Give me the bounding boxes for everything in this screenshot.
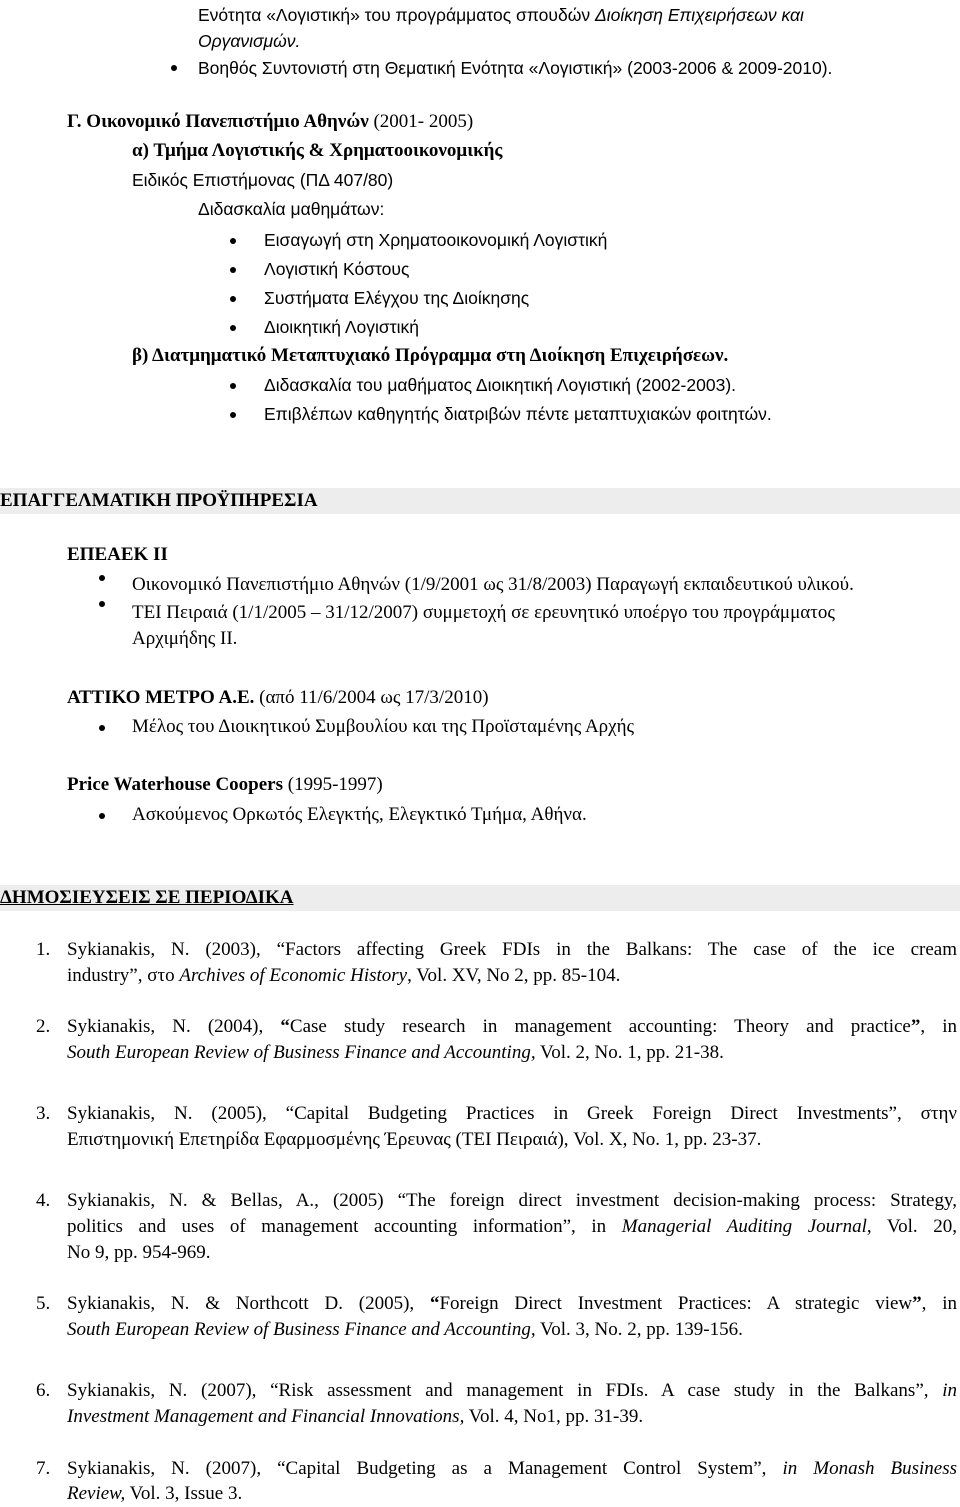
pub-number: 1. [36, 939, 51, 960]
pub-journal: Managerial Auditing Journal [621, 1216, 867, 1237]
pub-text: , Vol. XV, No 2, pp. 85-104. [407, 965, 621, 986]
epeaek-item-cont: Αρχιμήδης ΙΙ. [132, 628, 238, 649]
pub-text: , in [920, 1016, 957, 1037]
course-item: Εισαγωγή στη Χρηματοοικονομική Λογιστική [264, 230, 608, 250]
pub-1-line-1: Sykianakis, N. (2003), “Factors affecting Greek FDIs in the Balkans: The case of the ice cream [67, 939, 957, 960]
top-line-1 [198, 3, 804, 27]
epeaek-item: ΤΕΙ Πειραιά (1/1/2005 – 31/12/2007) συμμετοχή σε ερευνητικό υποέργο του προγράμματος [132, 602, 835, 623]
pub-journal: South European Review of Business Finance and Accounting, [67, 1042, 536, 1063]
aueb-heading-text: Γ. Οικονομικό Πανεπιστήμιο Αθηνών [67, 111, 369, 132]
bullet-icon [230, 296, 236, 302]
top-line-2: Οργανισμών. [198, 31, 301, 51]
pub-text: industry”, στο [67, 965, 180, 986]
pub-2-line-1 [67, 1014, 957, 1039]
pub-3-line-2: Επιστημονική Επετηρίδα Εφαρμοσμένης Έρευνας (ΤΕΙ Πειραιά), Vol. X, No. 1, pp. 23-37. [67, 1129, 762, 1150]
attiko-years: (από 11/6/2004 ως 17/3/2010) [259, 687, 489, 708]
pub-text: , Vol. 20, [866, 1216, 957, 1237]
pub-journal: Investment Management and Financial Innovations, [67, 1406, 465, 1427]
aueb-program: β) Διατμηματικό Μεταπτυχιακό Πρόγραμμα στη Διοίκηση Επιχειρήσεων. [132, 345, 729, 366]
pub-text: Sykianakis, N. (2004), [67, 1016, 281, 1037]
pub-journal: in Monash Business [782, 1458, 957, 1479]
pub-number: 7. [36, 1458, 51, 1479]
pub-quote: ” [912, 1293, 922, 1314]
pub-number: 3. [36, 1103, 51, 1124]
program-item: Επιβλέπων καθηγητής διατριβών πέντε μεταπτυχιακών φοιτητών. [264, 404, 772, 424]
epeaek-title: ΕΠΕΑΕΚ ΙΙ [67, 544, 168, 565]
bullet-icon [230, 238, 236, 244]
pub-text: Vol. 4, No1, pp. 31-39. [464, 1406, 644, 1427]
pub-number: 5. [36, 1293, 51, 1314]
course-item: Διοικητική Λογιστική [264, 317, 420, 337]
bullet-icon [99, 813, 105, 819]
coordinator-item: Βοηθός Συντονιστή στη Θεματική Ενότητα «Λογιστική» (2003-2006 & 2009-2010). [198, 58, 833, 78]
pwc-title: Price Waterhouse Coopers [67, 774, 283, 795]
bullet-icon [230, 267, 236, 273]
aueb-position: Ειδικός Επιστήμονας (ΠΔ 407/80) [132, 170, 394, 190]
pub-text: Vol. 3, Issue 3. [125, 1483, 243, 1504]
attiko-title: ΑΤΤΙΚΟ ΜΕΤΡΟ Α.Ε. [67, 687, 255, 708]
pub-6-line-2 [67, 1404, 643, 1429]
pub-1-line-2 [67, 963, 620, 988]
pub-number: 2. [36, 1016, 51, 1037]
pub-4-line-1: Sykianakis, N. & Bellas, A., (2005) “The foreign direct investment decision-making process: Strategy, [67, 1190, 957, 1211]
pub-4-line-3: No 9, pp. 954-969. [67, 1242, 211, 1263]
bullet-icon [230, 383, 236, 389]
pub-title: Case study research in management accounting: Theory and practice [289, 1016, 911, 1037]
pwc-item: Ασκούμενος Ορκωτός Ελεγκτής, Ελεγκτικό Τμήμα, Αθήνα. [132, 804, 587, 825]
epeaek-item: Οικονομικό Πανεπιστήμιο Αθηνών (1/9/2001 ως 31/8/2003) Παραγωγή εκπαιδευτικού υλικού. [132, 574, 854, 595]
aueb-years: (2001- 2005) [373, 111, 474, 132]
attiko-item: Μέλος του Διοικητικού Συμβουλίου και της Προϊσταμένης Αρχής [132, 716, 635, 737]
bullet-icon [230, 412, 236, 418]
pub-text: Vol. 2, No. 1, pp. 21-38. [535, 1042, 724, 1063]
pwc-heading [67, 773, 383, 797]
pub-quote: “ [429, 1293, 440, 1314]
teaching-label: Διδασκαλία μαθημάτων: [198, 199, 385, 219]
pub-journal: South European Review of Business Finance and Accounting, [67, 1319, 536, 1340]
pub-text: , in [921, 1293, 958, 1314]
course-item: Συστήματα Ελέγχου της Διοίκησης [264, 288, 530, 308]
bullet-icon [99, 601, 105, 607]
pub-text: Sykianakis, N. (2007), “Risk assessment and management in FDIs. A case study in the Balkans”, [67, 1380, 943, 1401]
pwc-years: (1995-1997) [287, 774, 383, 795]
pub-title: Foreign Direct Investment Practices: A strategic view [439, 1293, 913, 1314]
pub-number: 6. [36, 1380, 51, 1401]
bullet-icon [99, 725, 105, 731]
program-item: Διδασκαλία του μαθήματος Διοικητική Λογιστική (2002-2003). [264, 375, 737, 395]
pub-number: 4. [36, 1190, 51, 1211]
pub-2-line-2 [67, 1040, 724, 1065]
pub-3-line-1: Sykianakis, N. (2005), “Capital Budgeting Practices in Greek Foreign Direct Investments”, στην [67, 1103, 957, 1124]
pub-journal: Review, [67, 1483, 126, 1504]
pub-7-line-1 [67, 1456, 957, 1481]
top-line-1-text: Ενότητα «Λογιστική» του προγράμματος σπουδών [198, 5, 591, 25]
bullet-icon [99, 575, 105, 581]
publications-title: ΔΗΜΟΣΙΕΥΣΕΙΣ ΣΕ ΠΕΡΙΟΔΙΚΑ [0, 887, 294, 908]
pub-text: Sykianakis, N. (2007), “Capital Budgeting as a Management Control System”, [67, 1458, 783, 1479]
pub-quote: ” [910, 1016, 921, 1037]
bullet-icon [171, 65, 177, 71]
attiko-heading [67, 686, 489, 710]
pub-text-italic: in [942, 1380, 957, 1401]
pub-5-line-2 [67, 1317, 743, 1342]
pub-text: politics and uses of management accounting information”, in [67, 1216, 622, 1237]
top-line-1-italic: Διοίκηση Επιχειρήσεων και [595, 5, 804, 25]
course-item: Λογιστική Κόστους [264, 259, 410, 279]
aueb-dept: α) Τμήμα Λογιστικής & Χρηματοοικονομικής [132, 140, 503, 161]
pub-text: Vol. 3, No. 2, pp. 139-156. [535, 1319, 743, 1340]
pub-quote: “ [280, 1016, 290, 1037]
pub-text: Sykianakis, N. & Northcott D. (2005), [67, 1293, 430, 1314]
pub-5-line-1 [67, 1291, 957, 1316]
pub-4-line-2 [67, 1214, 957, 1239]
pub-7-line-2 [67, 1481, 242, 1506]
experience-title: ΕΠΑΓΓΕΛΜΑΤΙΚΗ ΠΡΟΫΠΗΡΕΣΙΑ [0, 490, 318, 511]
pub-journal: Archives of Economic History [179, 965, 408, 986]
pub-6-line-1 [67, 1378, 957, 1403]
aueb-heading [67, 110, 473, 134]
bullet-icon [230, 325, 236, 331]
